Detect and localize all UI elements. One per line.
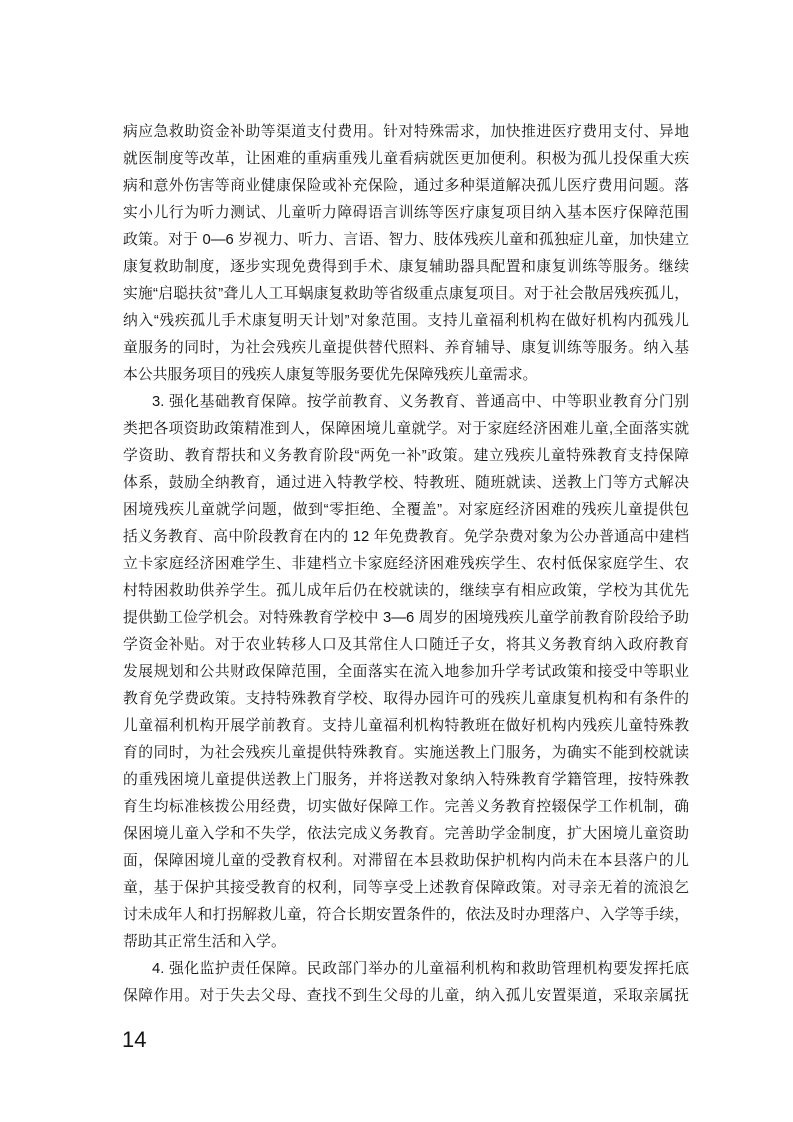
text-line: 童服务的同时，为社会残疾儿童提供替代照料、养育辅导、康复训练等服务。纳入基 <box>123 340 689 356</box>
text-line: 困境残疾儿童就学问题，做到“零拒绝、全覆盖”。对家庭经济困难的残疾儿童提供包 <box>123 502 689 518</box>
text-line: 育生均标准核拨公用经费，切实做好保障工作。完善义务教育控辍保学工作机制，确 <box>123 799 689 815</box>
text-line: 纳入“残疾孤儿手术康复明天计划”对象范围。支持儿童福利机构在做好机构内孤残儿 <box>123 313 689 329</box>
text-line: 的重残困境儿童提供送教上门服务，并将送教对象纳入特殊教育学籍管理，按特殊教 <box>123 772 689 788</box>
text-line: 本公共服务项目的残疾人康复等服务要优先保障残疾儿童需求。 <box>123 367 538 383</box>
text-line: 面，保障困境儿童的受教育权利。对滞留在本县救助保护机构内尚未在本县落户的儿 <box>123 853 689 869</box>
paragraph-education-guarantee <box>123 389 689 956</box>
text-line: 学资助、教育帮扶和义务教育阶段“两免一补”政策。建立残疾儿童特殊教育支持保障 <box>123 448 689 464</box>
text-line: 类把各项资助政策精准到人，保障困境儿童就学。对于家庭经济困难儿童,全面落实就 <box>123 421 689 437</box>
section-heading-line: 3. 强化基础教育保障。按学前教育、义务教育、普通高中、中等职业教育分门别 <box>152 394 689 410</box>
text-line: 儿童福利机构开展学前教育。支持儿童福利机构特教班在做好机构内残疾儿童特殊教 <box>123 718 689 734</box>
text-line: 童，基于保护其接受教育的权利，同等享受上述教育保障政策。对寻亲无着的流浪乞 <box>123 880 689 896</box>
text-line: 帮助其正常生活和入学。 <box>123 934 286 950</box>
text-line: 教育免学费政策。支持特殊教育学校、取得办园许可的残疾儿童康复机构和有条件的 <box>123 691 689 707</box>
text-line: 学资金补贴。对于农业转移人口及其常住人口随迁子女，将其义务教育纳入政府教育 <box>123 637 689 653</box>
text-line: 就医制度等改革，让困难的重病重残儿童看病就医更加便利。积极为孤儿投保重大疾 <box>123 151 689 167</box>
text-line: 病应急救助资金补助等渠道支付费用。针对特殊需求，加快推进医疗费用支付、异地 <box>123 124 689 140</box>
text-line: 实施“启聪扶贫”聋儿人工耳蜗康复救助等省级重点康复项目。对于社会散居残疾孤儿， <box>123 286 689 302</box>
section-heading-line: 4. 强化监护责任保障。民政部门举办的儿童福利机构和救助管理机构要发挥托底 <box>152 961 689 977</box>
text-line: 村特困救助供养学生。孤儿成年后仍在校就读的，继续享有相应政策，学校为其优先 <box>123 583 689 599</box>
text-line: 保障作用。对于失去父母、查找不到生父母的儿童，纳入孤儿安置渠道，采取亲属抚 <box>123 988 689 1004</box>
text-line: 实小儿行为听力测试、儿童听力障碍语言训练等医疗康复项目纳入基本医疗保障范围 <box>123 205 689 221</box>
paragraph-guardianship-guarantee <box>123 956 689 1010</box>
paragraph-medical-rehab-continued <box>123 119 689 389</box>
text-line: 立卡家庭经济困难学生、非建档立卡家庭经济困难残疾学生、农村低保家庭学生、农 <box>123 556 689 572</box>
text-line: 育的同时，为社会残疾儿童提供特殊教育。实施送教上门服务，为确实不能到校就读 <box>123 745 689 761</box>
text-line: 发展规划和公共财政保障范围，全面落实在流入地参加升学考试政策和接受中等职业 <box>123 664 689 680</box>
text-line: 括义务教育、高中阶段教育在内的 12 年免费教育。免学杂费对象为公办普通高中建档 <box>123 529 689 545</box>
page-number: 14 <box>122 1027 147 1052</box>
body-text <box>123 119 689 1010</box>
text-line: 病和意外伤害等商业健康保险或补充保险，通过多种渠道解决孤儿医疗费用问题。落 <box>123 178 689 194</box>
text-line: 康复救助制度，逐步实现免费得到手术、康复辅助器具配置和康复训练等服务。继续 <box>123 259 689 275</box>
text-line: 保困境儿童入学和不失学，依法完成义务教育。完善助学金制度，扩大困境儿童资助 <box>123 826 689 842</box>
text-line: 体系，鼓励全纳教育，通过进入特教学校、特教班、随班就读、送教上门等方式解决 <box>123 475 689 491</box>
text-line: 政策。对于 0—6 岁视力、听力、言语、智力、肢体残疾儿童和孤独症儿童，加快建立 <box>123 232 689 248</box>
text-line: 提供勤工俭学机会。对特殊教育学校中 3—6 周岁的困境残疾儿童学前教育阶段给予助 <box>123 610 689 626</box>
text-line: 讨未成年人和打拐解救儿童，符合长期安置条件的，依法及时办理落户、入学等手续， <box>123 907 689 923</box>
